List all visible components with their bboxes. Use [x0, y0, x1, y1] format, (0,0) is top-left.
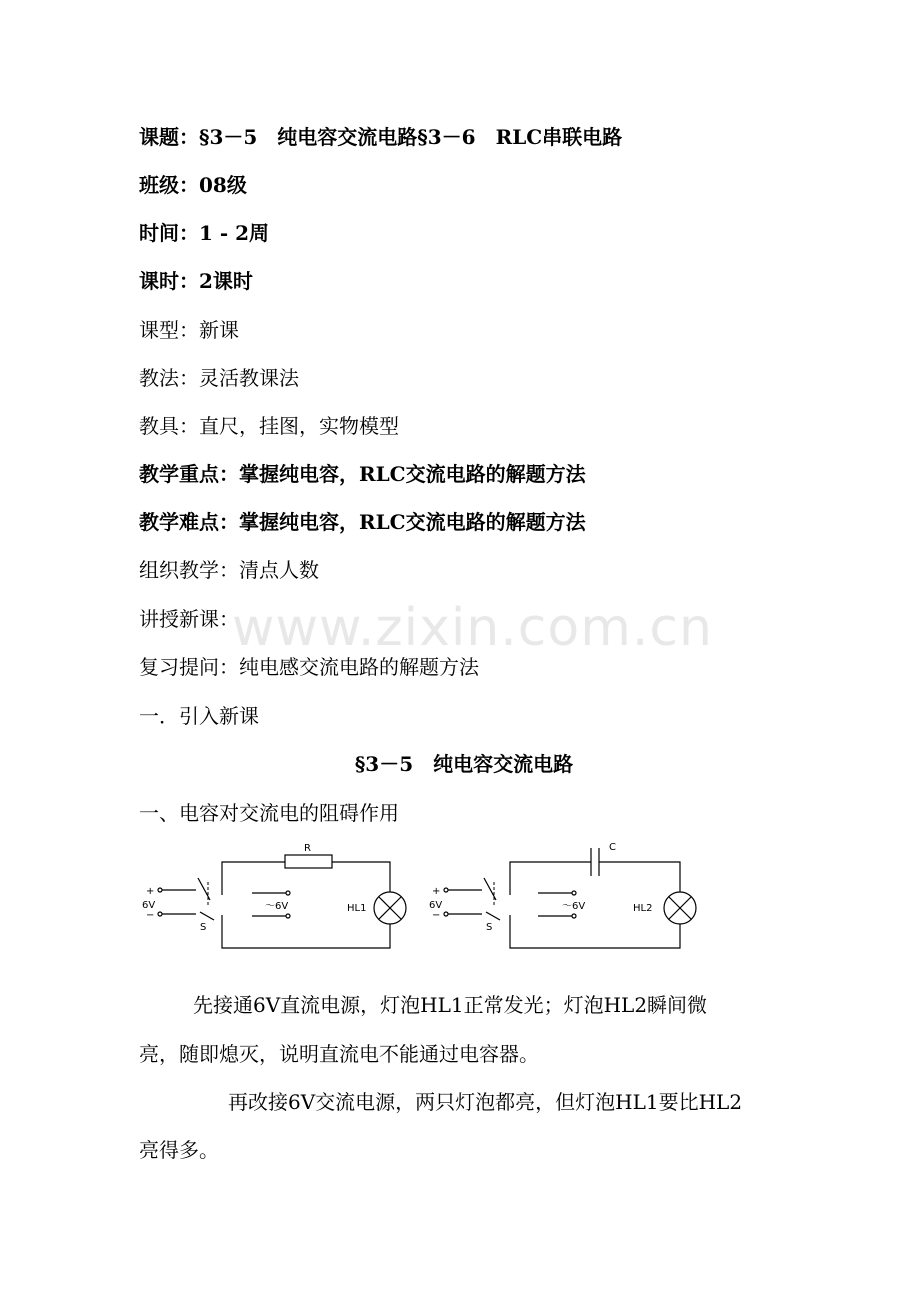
subsection-heading: 一、电容对交流电的阻碍作用 [139, 801, 399, 825]
resistor-label: R [304, 843, 311, 854]
class-hours: 课时：2课时 [139, 269, 253, 293]
capacitor-label: C [609, 842, 616, 853]
dc-6v-label-1: 6V [142, 900, 156, 911]
organize-teaching: 组织教学：清点人数 [139, 558, 319, 582]
paragraph-1-cont: 亮，随即熄灭，说明直流电不能通过电容器。 [139, 1042, 539, 1066]
review-question: 复习提问：纯电感交流电路的解题方法 [139, 655, 479, 679]
switch-s-label-2: S [486, 922, 493, 933]
lesson-topic: 课题：§3－5 纯电容交流电路§3－6 RLC串联电路 [139, 125, 623, 149]
minus-label-1: − [146, 910, 155, 921]
teaching-key-point: 教学重点：掌握纯电容，RLC交流电路的解题方法 [139, 462, 586, 486]
minus-label-2: − [432, 910, 441, 921]
switch-s-label-1: S [200, 922, 207, 933]
circuit-diagrams [140, 830, 720, 955]
lamp-hl2-label: HL2 [633, 903, 653, 914]
circuit-1 [142, 843, 406, 948]
new-lesson-label: 讲授新课： [139, 607, 239, 631]
plus-label-2: + [432, 886, 441, 897]
class-info: 班级：08级 [139, 173, 247, 197]
teaching-method: 教法：灵活教课法 [139, 366, 299, 390]
time-info: 时间：1 - 2周 [139, 221, 270, 245]
watermark: www.zixin.com.cn [232, 598, 713, 658]
resistor-symbol [285, 855, 332, 868]
teaching-tools: 教具：直尺，挂图，实物模型 [139, 414, 399, 438]
paragraph-2: 再改接6V交流电源，两只灯泡都亮，但灯泡HL1要比HL2 [228, 1090, 743, 1114]
lesson-type: 课型：新课 [139, 318, 239, 342]
paragraph-2-cont: 亮得多。 [139, 1138, 219, 1162]
lamp-hl1-label: HL1 [347, 903, 367, 914]
paragraph-1: 先接通6V直流电源，灯泡HL1正常发光；灯泡HL2瞬间微 [193, 993, 708, 1017]
section-title: §3－5 纯电容交流电路 [354, 752, 574, 776]
introduce-lesson: 一．引入新课 [139, 704, 259, 728]
dc-6v-label-2: 6V [429, 900, 443, 911]
ac-6v-label-2: ～6V [562, 901, 586, 912]
circuit-2 [429, 842, 696, 948]
plus-label-1: + [146, 886, 155, 897]
ac-6v-label-1: ～6V [265, 901, 289, 912]
teaching-difficulty: 教学难点：掌握纯电容，RLC交流电路的解题方法 [139, 510, 586, 534]
